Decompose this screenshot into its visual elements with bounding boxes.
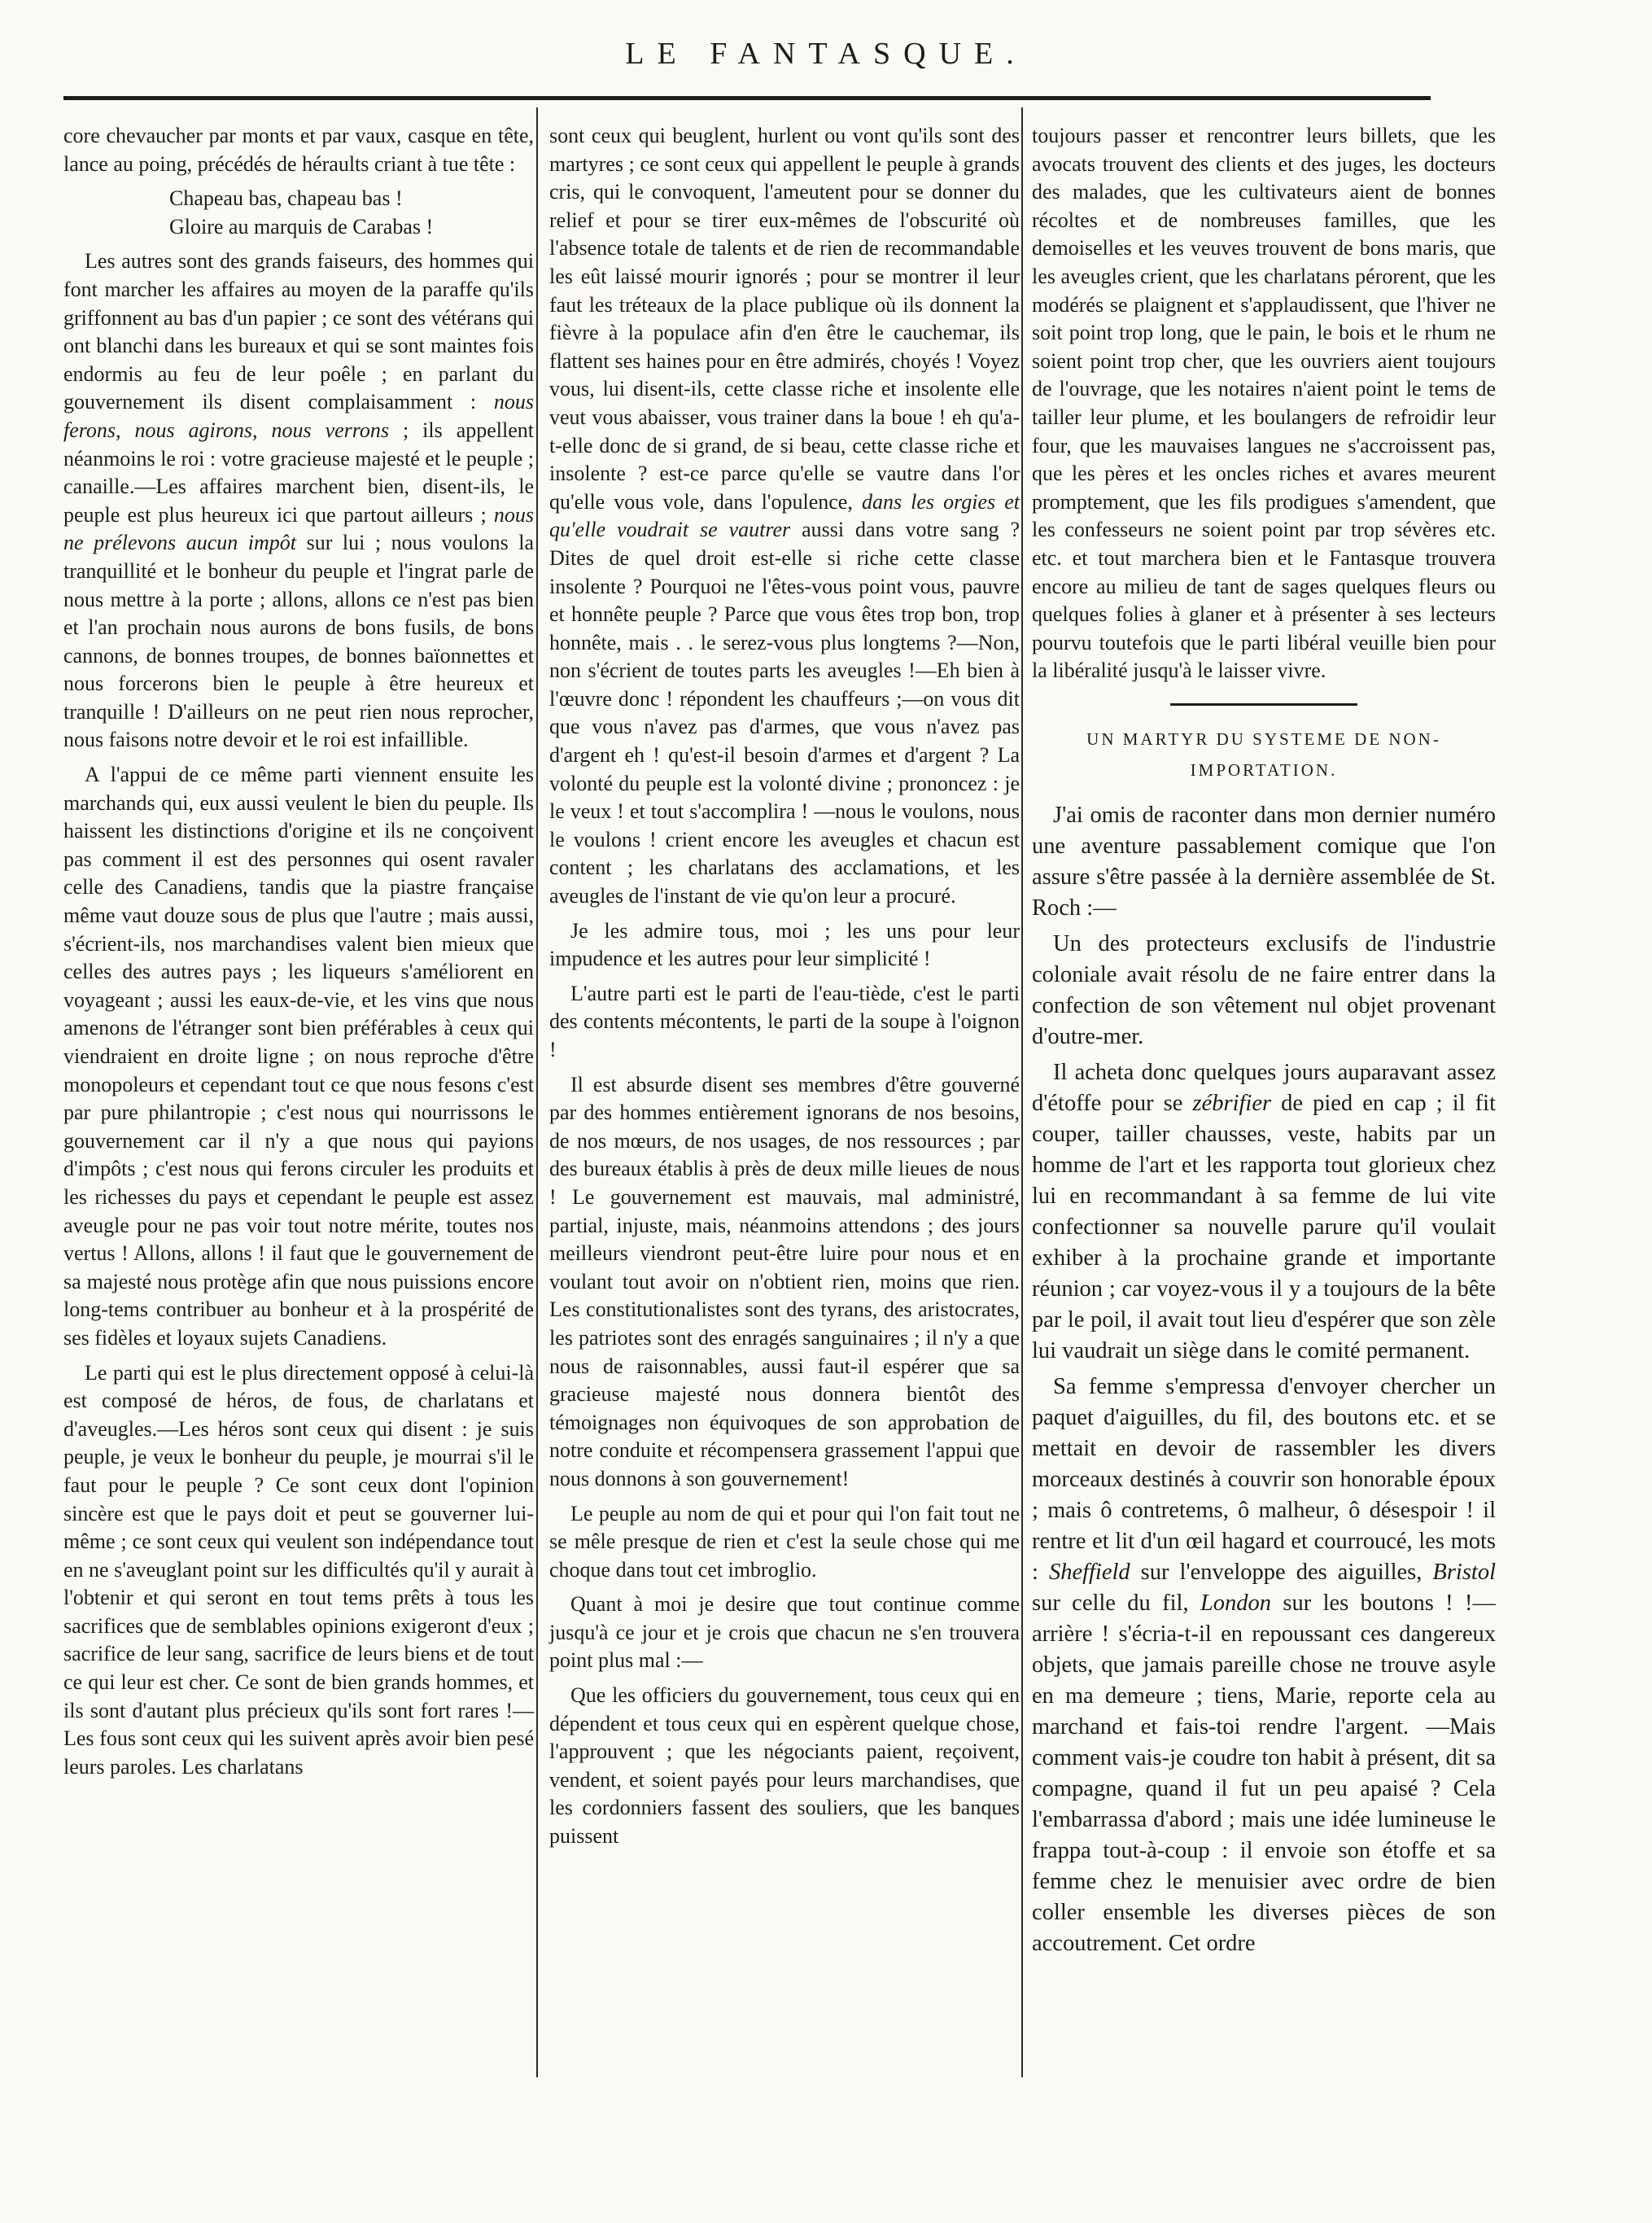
header-rule xyxy=(63,96,1431,100)
verse-line: Chapeau bas, chapeau bas ! xyxy=(169,186,403,211)
paragraph: A l'appui de ce même parti viennent ensuite les marchands qui, eux aussi veulent le bien du peuple. Ils haissent les distinctions d'origine et ils ne conçoivent pas comment il est des personnes qui osent ravaler celle des Canadiens, tandis que la piastre française même vaut douze sous de plus que l'autre ; mais aussi, s'écrient-ils, nos marchandises valent bien mieux que celles des autres pays ; les liqueurs s'améliorent en voyageant ; aussi les eaux-de-vie, et les vins que nous amenons de l'étranger sont bien préférables à ceux qui viendraient en droite ligne ; on nous reproche d'être monopoleurs et cependant tout ce que nous fesons c'est par pure philantropie ; c'est nous qui nourrissons le gouvernement car il n'y a que nous qui payions d'impôts ; c'est nous qui ferons circuler les produits et les richesses du pays et cependant le peuple est assez aveugle pour ne pas voir tout notre mérite, toutes nos vertus ! Allons, allons ! il faut que le gouvernement de sa majesté nous protège afin que nous puissions encore long-tems contribuer au bonheur et à la prospérité de ses fidèles et loyaux sujets Canadiens. xyxy=(63,763,534,1350)
text: Il acheta donc quelques jours auparavant assez d'étoffe pour se xyxy=(1032,1059,1496,1116)
italic-text: Sheffield xyxy=(1048,1559,1130,1585)
paragraph: core chevaucher par monts et par vaux, casque en tête, lance au poing, précédés de héraults criant à tue tête : xyxy=(63,124,534,176)
paragraph xyxy=(63,247,534,755)
paragraph: Il est absurde disent ses membres d'être gouverné par des hommes entièrement ignorans de nos besoins, de nos mœurs, de nos usages, de nos ressources ; par des bureaux établis à près de deux mille lieues de nous ! Le gouvernement est mauvais, mal administré, partial, injuste, mais, néanmoins attendons ; des jours meilleurs viendront peut-être luire pour nous et en voulant tout avoir on n'obtient rien, moins que rien. Les constitutionalistes sont des tyrans, des aristocrates, les patriotes sont des enragés sanguinaires ; il n'y a que nous de raisonnables, aussi faut-il espérer que sa gracieuse majesté nous donnera bientôt des témoignages non équivoques de son approbation de notre conduite et récompensera grassement l'appui que nous donnons à son gouvernement! xyxy=(549,1072,1020,1490)
italic-text: dans les orgies et qu'elle voudrait se vautrer xyxy=(549,489,1020,542)
paragraph: Le parti qui est le plus directement opposé à celui-là est composé de héros, de fous, de charlatans et d'aveugles.—Les héros sont ceux qui disent : je suis peuple, je veux le bonheur du peuple, je mourrai s'il le faut pour le peuple ? Ce sont ceux dont l'opinion sincère est que le pays doit et peut se gouverner lui-même ; ce sont ceux qui veulent son indépendance tout en ne s'aveuglant point sur les difficultés qu'il y aurait à l'obtenir et qui seront en tout tems prêts à tous les sacrifices que de semblables opinions exigeront d'eux ; sacrifice de leur sang, sacrifice de leurs biens et de tout ce qui leur est cher. Ce sont de bien grands hommes, et ils sont d'autant plus précieux qu'ils sont fort rares !—Les fous sont ceux qui les suivent après avoir bien pesé leurs paroles. Les charlatans xyxy=(63,1360,534,1779)
paragraph xyxy=(1032,1372,1496,1959)
paragraph xyxy=(549,122,1020,911)
paragraph: Quant à moi je desire que tout continue comme jusqu'à ce jour et je crois que chacun ne s'en trouvera point plus mal :— xyxy=(549,1592,1020,1673)
italic-text: Bristol xyxy=(1432,1559,1497,1585)
newspaper-masthead: LE FANTASQUE. xyxy=(625,37,1027,71)
paragraph xyxy=(1032,1057,1496,1367)
italic-text: London xyxy=(1200,1590,1272,1616)
text: sur l'enveloppe des aiguilles, xyxy=(1130,1559,1433,1585)
column-divider xyxy=(1021,107,1023,2077)
column-3 xyxy=(1032,122,1496,1964)
text: sur lui ; nous voulons la tranquillité et le bonheur du peuple et l'ingrat parle de nous mettre à la porte ; allons, allons ce n'est pas bien et l'an prochain nous aurons de bons fusils, de bons cannons, de bonnes troupes, de bonnes baïonnettes et nous forcerons bien le peuple à être heureux et tranquille ! D'ailleurs on ne peut rien nous reprocher, nous faisons notre devoir et le roi est infaillible. xyxy=(63,531,534,752)
paragraph: Je les admire tous, moi ; les uns pour leur impudence et les autres pour leur simplicité ! xyxy=(549,918,1020,971)
text: sont ceux qui beuglent, hurlent ou vont qu'ils sont des martyres ; ce sont ceux qui appellent le peuple à grands cris, qui le convoquent, l'ameutent pour se donner du relief et pour se tirer eux-mêmes de l'obscurité où l'absence totale de talents et de rien de recommandable les eût laissé mourir ignorés ; pour se montrer il leur faut les tréteaux de la place publique où ils donnent la fièvre à la populace afin d'en être le cauchemar, ils flattent ses haines pour en être admirés, choyés ! Voyez vous, lui disent-ils, cette classe riche et insolente elle veut vous abaisser, vous trainer dans la boue ! eh qu'a-t-elle donc de si grand, de si beau, cette classe riche et insolente ? est-ce parce qu'elle se vautre dans l'or qu'elle vous vole, dans l'opulence, xyxy=(549,124,1020,514)
text: Les autres sont des grands faiseurs, des hommes qui font marcher les affaires au moyen de la paraffe qu'ils griffonnent au bas d'un papier ; ce sont des vétérans qui ont blanchi dans les bureaux et qui se sont maintes fois endormis au feu de leur poêle ; en parlant du gouvernement ils disent complaisamment : xyxy=(63,249,534,414)
text: ; ils appellent néanmoins le roi : votre gracieuse majesté et le peuple ; canaille.—Les affaires marchent bien, disent-ils, le peuple est plus heureux ici que partout ailleurs ; xyxy=(63,418,534,527)
italic-text: nous ne prélevons aucun impôt xyxy=(63,502,534,555)
paragraph: L'autre parti est le parti de l'eau-tiède, c'est le parti des contents mécontents, le parti de la soupe à l'oignon ! xyxy=(549,981,1020,1061)
column-1 xyxy=(63,122,534,1788)
paragraph: J'ai omis de raconter dans mon dernier numéro une aventure passablement comique que l'on assure s'être passée à la dernière assemblée de St. Roch :— xyxy=(1032,802,1496,921)
text: sur les boutons ! !—arrière ! s'écria-t-il en repoussant ces dangereux objets, que jamais pareille chose ne trouve asyle en ma demeure ; tiens, Marie, reporte cela au marchand et fais-toi rendre l'argent. —Mais comment vais-je coudre ton habit à présent, dit sa compagne, quand il fut un peu apaisé ? Cela l'embarrassa d'abord ; mais une idée lumineuse le frappa tout-à-coup : il envoie son étoffe et sa femme chez le menuisier avec ordre de bien coller ensemble les diverses pièces de son accoutrement. Cet ordre xyxy=(1032,1590,1496,1956)
text: sur celle du fil, xyxy=(1032,1590,1200,1616)
section-title: UN MARTYR DU SYSTEME DE NON-IMPORTATION. xyxy=(1086,729,1441,780)
paragraph: Que les officiers du gouvernement, tous ceux qui en dépendent et tous ceux qui en espèrent quelque chose, l'approuvent ; que les négociants paient, reçoivent, vendent, et soient payés pour leurs marchandises, que les cordonniers fassent des souliers, que les banques puissent xyxy=(549,1683,1020,1849)
italic-text: zébrifier xyxy=(1192,1090,1272,1116)
column-2 xyxy=(549,122,1020,1858)
italic-text: nous ferons, nous agirons, nous verrons xyxy=(63,390,534,442)
paragraph: Un des protecteurs exclusifs de l'industrie coloniale avait résolu de ne faire entrer dans la confection de son vêtement nul objet provenant d'outre-mer. xyxy=(1032,930,1496,1049)
column-divider xyxy=(536,107,538,2077)
paragraph: toujours passer et rencontrer leurs billets, que les avocats trouvent des clients et des juges, les docteurs des malades, que les cultivateurs aient de bonnes récoltes et de nombreuses familles, que les demoiselles et les veuves trouvent de bons maris, que les aveugles crient, que les charlatans pérorent, que les modérés se plaignent et s'applaudissent, que l'hiver ne soit point trop long, que le pain, le bois et le rhum ne soient point trop cher, que les ouvriers aient toujours de l'ouvrage, que les notaires n'aient point le tems de tailler leur plume, et les boulangers de refroidir leur four, que les mauvaises langues ne s'accroissent pas, que les pères et les oncles riches et avares meurent promptement, que les fils prodigues s'amendent, que les confesseurs ne soient point par trop sévères etc. etc. et tout marchera bien et le Fantasque trouvera encore au milieu de tant de sages quelques fleurs ou quelques folies à glaner et à présenter à ses lecteurs pourvu toutefois que le parti libéral veuille bien pour la libéralité jusqu'à le laisser vivre. xyxy=(1032,124,1496,683)
paragraph: Le peuple au nom de qui et pour qui l'on fait tout ne se mêle presque de rien et c'est la seule chose qui me choque dans tout cet imbroglio. xyxy=(549,1501,1020,1582)
text: Sa femme s'empressa d'envoyer chercher un paquet d'aiguilles, du fil, des boutons etc. et se mettait en devoir de rassembler les divers morceaux destinés à couvrir son honorable époux ; mais ô contretems, ô malheur, ô désespoir ! il rentre et lit d'un œil hagard et courroucé, les mots : xyxy=(1032,1373,1496,1585)
verse-line: Gloire au marquis de Carabas ! xyxy=(169,214,434,238)
section-separator xyxy=(1170,703,1357,706)
text: de pied en cap ; il fit couper, tailler chausses, veste, habits par un homme de l'art et les rapporta tout glorieux chez lui en recommandant à sa femme de lui vite confectionner sa nouvelle parure qu'il voulait exhiber à la prochaine grande et importante réunion ; car voyez-vous il y a toujours de la bête par le poil, il avait tout lieu d'espérer que son zèle lui vaudrait un siège dans le comité permanent. xyxy=(1032,1090,1496,1363)
text: aussi dans votre sang ? Dites de quel droit est-elle si riche cette classe insolente ? Pourquoi ne l'êtes-vous point vous, pauvre et honnête peuple ? Parce que vous êtes trop bon, trop honnête, mais . . le serez-vous plus longtems ?—Non, non s'écrient de toutes parts les aveugles !—Eh bien à l'œuvre donc ! répondent les chauffeurs ;—on vous dit que vous n'avez pas d'armes, que vous n'avez pas d'argent eh ! qu'est-il besoin d'armes et d'argent ? La volonté du peuple est la volonté divine ; prononcez : je le veux ! et tout s'accomplira ! —nous le voulons, nous le voulons ! crient encore les aveugles et chacun est content ; les charlatans des acclamations, et les aveugles de l'instant de vie qu'on leur a procuré. xyxy=(549,518,1020,908)
